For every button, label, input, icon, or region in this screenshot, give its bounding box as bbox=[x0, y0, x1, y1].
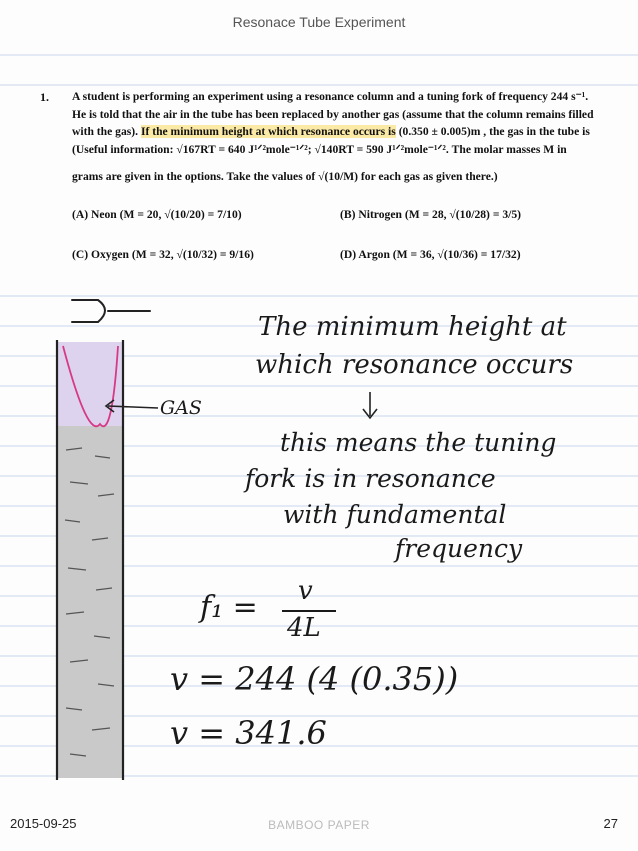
fraction-bar bbox=[282, 610, 336, 612]
question-line-3-tail: (0.350 ± 0.005)m , the gas in the tube is bbox=[398, 125, 590, 138]
highlighted-phrase: If the minimum height at which resonance occurs is bbox=[140, 125, 396, 138]
note-line-1: The minimum height at bbox=[258, 312, 567, 342]
note-line-3: this means the tuning bbox=[280, 428, 557, 457]
brand-logo: BAMBOO PAPER bbox=[268, 818, 370, 832]
option-c: (C) Oxygen (M = 32, √(10/32) = 9/16) bbox=[72, 248, 254, 261]
note-line-4: fork is in resonance bbox=[245, 464, 496, 493]
question-line-4: (Useful information: √167RT = 640 J¹ᐟ²mole⁻¹ᐟ²; √140RT = 590 J¹ᐟ²mole⁻¹ᐟ². The molar masses M in bbox=[72, 142, 567, 156]
equation-1-numerator: v bbox=[298, 576, 313, 606]
gas-label: GAS bbox=[160, 397, 202, 419]
option-a: (A) Neon (M = 20, √(10/20) = 7/10) bbox=[72, 208, 242, 221]
equation-3: v = 341.6 bbox=[170, 714, 327, 752]
question-line-2: He is told that the air in the tube has been replaced by another gas (assume that the column remains filled bbox=[72, 107, 594, 121]
note-line-2: which resonance occurs bbox=[255, 350, 574, 380]
question-line-3-start: with the gas). bbox=[72, 125, 139, 138]
option-d: (D) Argon (M = 36, √(10/36) = 17/32) bbox=[340, 248, 521, 261]
question-line-5: grams are given in the options. Take the values of √(10/M) for each gas as given there.) bbox=[72, 170, 498, 183]
question-number: 1. bbox=[40, 90, 49, 104]
equation-1-lhs: f₁ = bbox=[200, 590, 258, 625]
tuning-fork-icon bbox=[72, 300, 150, 322]
question-line-1: A student is performing an experiment using a resonance column and a tuning fork of frequency 244 s⁻¹. bbox=[72, 90, 589, 103]
note-line-5: with fundamental bbox=[283, 500, 507, 529]
liquid-region bbox=[57, 426, 123, 778]
note-line-6: frequency bbox=[395, 534, 523, 563]
page-number: 27 bbox=[603, 816, 618, 831]
note-arrow bbox=[363, 392, 377, 418]
option-b: (B) Nitrogen (M = 28, √(10/28) = 3/5) bbox=[340, 208, 521, 221]
gas-region bbox=[57, 342, 123, 426]
footer-date: 2015-09-25 bbox=[10, 816, 77, 831]
equation-2: v = 244 (4 (0.35)) bbox=[170, 660, 459, 698]
equation-1-denominator: 4L bbox=[287, 613, 321, 643]
page-title: Resonace Tube Experiment bbox=[232, 14, 406, 30]
